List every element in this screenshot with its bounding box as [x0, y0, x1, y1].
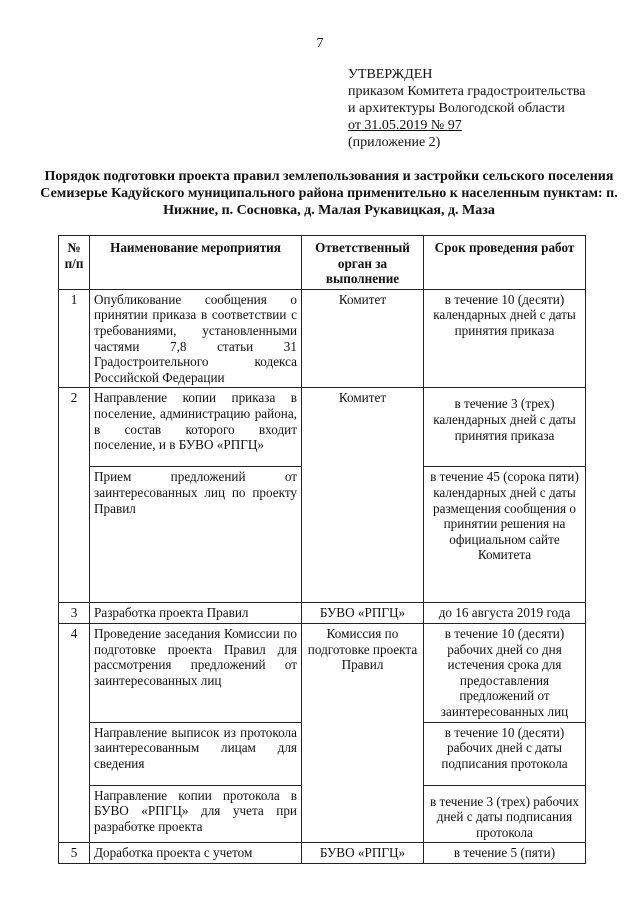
- cell-org: Комитет: [302, 289, 424, 388]
- table-header-row: [59, 236, 586, 290]
- schedule-table: [58, 235, 586, 864]
- table-row: [59, 603, 586, 624]
- table-row: [59, 623, 586, 722]
- cell-org: Комиссия по подготовке проекта Правил: [302, 623, 424, 842]
- approval-heading: УТВЕРЖДЕН: [348, 67, 433, 82]
- header-name: Наименование мероприятия: [90, 236, 302, 290]
- cell-name: Проведение заседания Комиссии по подготовке проекта Правил для рассмотрения предложений от заинтересованных лиц: [90, 623, 302, 722]
- cell-term: в течение 3 (трех) календарных дней с даты принятия приказа: [424, 388, 586, 467]
- cell-name: Направление копии приказа в поселение, администрацию района, в состав которого входит поселение, и в БУВО «РПГЦ»: [90, 388, 302, 467]
- page-number: 7: [316, 36, 324, 51]
- cell-term: в течение 10 (десяти) календарных дней с даты принятия приказа: [424, 289, 586, 388]
- cell-term: в течение 45 (сорока пяти) календарных дней с даты размещения сообщения о принятии решения на официальном сайте Комитета: [424, 467, 586, 603]
- cell-num: 2: [59, 388, 90, 603]
- cell-name: Направление копии протокола в БУВО «РПГЦ» для учета при разработке проекта: [90, 785, 302, 843]
- cell-name: Доработка проекта с учетом: [90, 843, 302, 864]
- cell-name: Прием предложений от заинтересованных лиц по проекту Правил: [90, 467, 302, 603]
- cell-num: 1: [59, 289, 90, 388]
- approval-block: [348, 66, 628, 151]
- cell-org: Комитет: [302, 388, 424, 603]
- document-title: Порядок подготовки проекта правил землепользования и застройки сельского поселения Семизерье Кадуйского муниципального района применительно к населенным пунктам: п. Нижние, п. Сосновка, д. Малая Рукавицкая, д. Маза: [40, 169, 618, 218]
- cell-term: до 16 августа 2019 года: [424, 603, 586, 624]
- approval-line: приказом Комитета градостроительства: [348, 84, 586, 99]
- cell-term: в течение 10 (десяти) рабочих дней со дня истечения срока для предоставления предложений от заинтересованных лиц: [424, 623, 586, 722]
- cell-num: 5: [59, 843, 90, 864]
- approval-line: и архитектуры Вологодской области: [348, 101, 565, 116]
- table-row: [59, 289, 586, 388]
- header-term: Срок проведения работ: [424, 236, 586, 290]
- approval-appendix: (приложение 2): [348, 135, 441, 150]
- approval-order-ref: от 31.05.2019 № 97: [348, 118, 462, 133]
- cell-term: в течение 5 (пяти): [424, 843, 586, 864]
- cell-term: в течение 3 (трех) рабочих дней с даты подписания протокола: [424, 785, 586, 843]
- header-num: № п/п: [59, 236, 90, 290]
- cell-name: Направление выписок из протокола заинтересованным лицам для сведения: [90, 722, 302, 785]
- cell-org: БУВО «РПГЦ»: [302, 843, 424, 864]
- cell-name: Разработка проекта Правил: [90, 603, 302, 624]
- cell-term: в течение 10 (десяти) рабочих дней с даты подписания протокола: [424, 722, 586, 785]
- table-row: [59, 843, 586, 864]
- cell-name: Опубликование сообщения о принятии приказа в соответствии с требованиями, установленными частями 7,8 статьи 31 Градостроительного кодекса Российской Федерации: [90, 289, 302, 388]
- table-row: [59, 388, 586, 467]
- header-org: Ответственный орган за выполнение: [302, 236, 424, 290]
- cell-num: 4: [59, 623, 90, 842]
- cell-org: БУВО «РПГЦ»: [302, 603, 424, 624]
- cell-num: 3: [59, 603, 90, 624]
